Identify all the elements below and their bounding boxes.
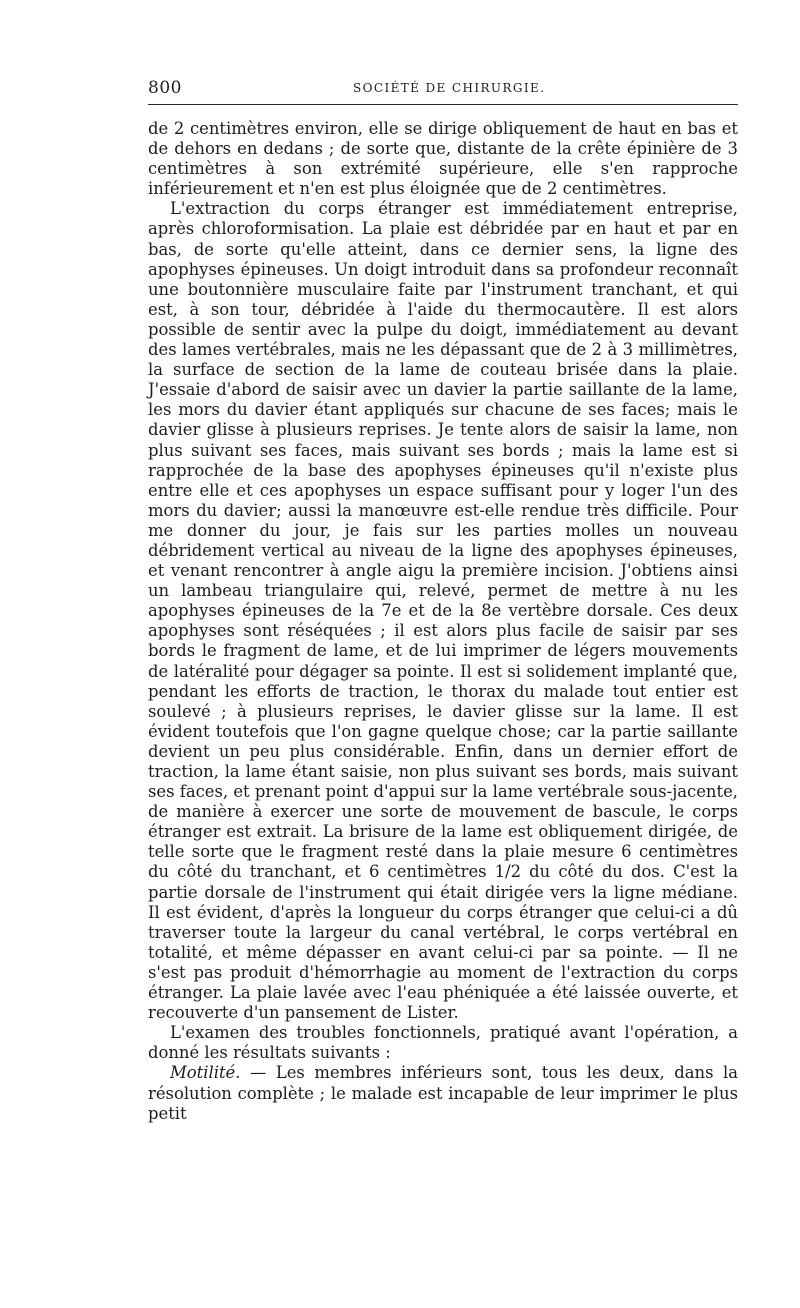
motilite-text: — Les membres inférieurs sont, tous les deux, dans la résolution complète ; le malade est incapable de leur imprimer le plus petit bbox=[148, 1063, 738, 1123]
paragraph-extraction: L'extraction du corps étranger est immédiatement entreprise, après chloroformisation. La plaie est débridée par en haut et par en bas, de sorte qu'elle atteint, dans ce dernier sens, la ligne des apophyses épineuses. Un doigt introduit dans sa profondeur reconnaît une boutonnière musculaire faite par l'instrument tranchant, et qui est, à son tour, débridée à l'aide du thermocautère. Il est alors possible de sentir avec la pulpe du doigt, immédiatement au devant des lames vertébrales, mais ne les dépassant que de 2 à 3 millimètres, la surface de section de la lame de couteau brisée dans la plaie. J'essaie d'abord de saisir avec un davier la partie saillante de la lame, les mors du davier étant appliqués sur chacune de ses faces; mais le davier glisse à plusieurs reprises. Je tente alors de saisir la lame, non plus suivant ses faces, mais suivant ses bords ; mais la lame est si rapprochée de la base des apophyses épineuses qu'il n'existe plus entre elle et ces apophyses un espace suffisant pour y loger l'un des mors du davier; aussi la manœuvre est-elle rendue très difficile. Pour me donner du jour, je fais sur les parties molles un nouveau débridement vertical au niveau de la ligne des apophyses épineuses, et venant rencontrer à angle aigu la première incision. J'obtiens ainsi un lambeau triangulaire qui, relevé, permet de mettre à nu les apophyses épineuses de la 7e et de la 8e vertèbre dorsale. Ces deux apophyses sont réséquées ; il est alors plus facile de saisir par ses bords le fragment de lame, et de lui imprimer de légers mouvements de latéralité pour dégager sa pointe. Il est si solidement implanté que, pendant les efforts de traction, le thorax du malade tout entier est soulevé ; à plusieurs reprises, le davier glisse sur la lame. Il est évident toutefois que l'on gagne quelque chose; car la partie saillante devient un peu plus considérable. Enfin, dans un dernier effort de traction, la lame étant saisie, non plus suivant ses bords, mais suivant ses faces, et prenant point d'appui sur la lame vertébrale sous-jacente, de manière à exercer une sorte de mouvement de bascule, le corps étranger est extrait. La brisure de la lame est obliquement dirigée, de telle sorte que le fragment resté dans la plaie mesure 6 centimètres du côté du tranchant, et 6 centimètres 1/2 du côté du dos. C'est la partie dorsale de l'instrument qui était dirigée vers la ligne médiane. Il est évident, d'après la longueur du corps étranger que celui-ci a dû traverser toute la largeur du canal vertébral, le corps vertébral en totalité, et même dépasser en avant celui-ci par sa pointe. — Il ne s'est pas produit d'hémorrhagie au moment de l'extraction du corps étranger. La plaie lavée avec l'eau phéniquée a été laissée ouverte, et recouverte d'un pansement de Lister. bbox=[148, 199, 738, 1023]
body-text bbox=[148, 119, 738, 1124]
running-head: SOCIÉTÉ DE CHIRURGIE. bbox=[353, 81, 546, 95]
page-number: 800 bbox=[148, 78, 182, 98]
paragraph-examen: L'examen des troubles fonctionnels, pratiqué avant l'opération, a donné les résultats suivants : bbox=[148, 1023, 738, 1063]
motilite-heading: Motilité. bbox=[170, 1063, 241, 1083]
page-header bbox=[148, 78, 738, 105]
paragraph-motilite bbox=[148, 1063, 738, 1123]
paragraph-continuation: de 2 centimètres environ, elle se dirige obliquement de haut en bas et de dehors en dedans ; de sorte que, distante de la crête épinière de 3 centimètres à son extrémité supérieure, elle s'en rapproche inférieurement et n'en est plus éloignée que de 2 centimètres. bbox=[148, 119, 738, 199]
